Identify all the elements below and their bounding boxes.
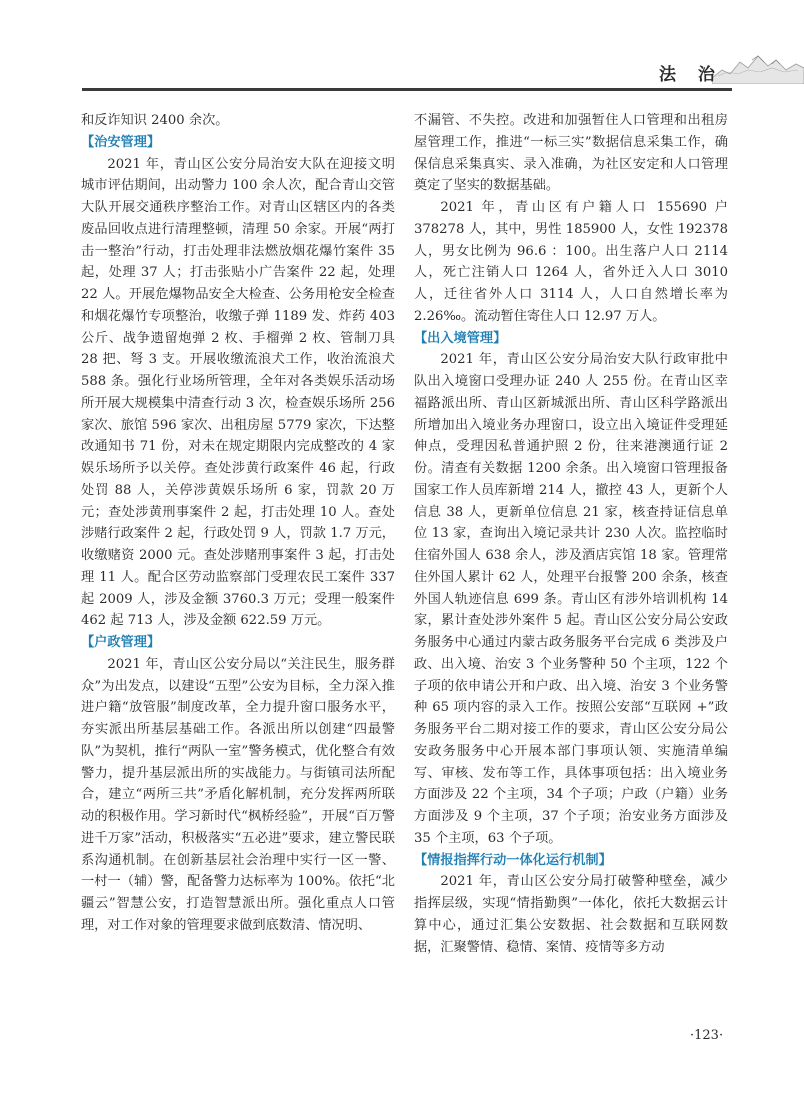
- page-header: [0, 0, 804, 110]
- section-heading-public-security: 【治安管理】: [81, 134, 161, 150]
- mountain-landscape-icon: [712, 44, 804, 84]
- paragraph: 2021 年，青山区公安分局治安大队行政审批中队出入境窗口受理办证 240 人 255 份。在青山区幸福路派出所、青山区新城派出所、青山区科学路派出所增加出入境业务办理窗口，设立出入境证件受理延伸点，受理因私普通护照 2 份，往来港澳通行证 2 份。清查有关数据 1200 余条。出入境窗口管理报备国家工作人员库新增 214 人，撤控 43 人，更新个人信息 38 人，更新单位信息 21 家，核查持证信息单位 13 家，查询出入境记录共计 230 人次。监控临时住宿外国人 638 余人，涉及酒店宾馆 18 家。管理常住外国人累计 62 人，处理平台报警 200 余条，核查外国人轨迹信息 699 条。青山区有涉外培训机构 14 家，累计查处涉外案件 5 起。青山区公安分局公安政务服务中心通过内蒙古政务服务平台完成 6 类涉及户政、出入境、治安 3 个业务警种 50 个主项，122 个子项的依申请公开和户政、出入境、治安 3 个业务警种 65 项内容的录入工作。按照公安部“互联网 +”政务服务平台二期对接工作的要求，青山区公安分局公安政务服务中心开展本部门事项认领、实施清单编写、审核、发布等工作，具体事项包括：出入境业务方面涉及 22 个主项，34 个子项；户政（户籍）业务方面涉及 9 个主项，37 个子项；治安业务方面涉及 35 个主项，63 个子项。: [414, 352, 728, 846]
- section-heading-entry-exit: 【出入境管理】: [414, 330, 507, 346]
- chapter-title: 法 治: [659, 65, 723, 85]
- paragraph: 2021 年，青山区公安分局以“关注民生，服务群众”为出发点，以建设“五型”公安为目标，全力深入推进户籍“放管服”制度改革，全力提升窗口服务水平，夯实派出所基层基础工作。各派出所以创建“四最警队”为契机，推行“两队一室”警务模式，优化整合有效警力，提升基层派出所的实战能力。与街镇司法所配合，建立“两所三共”矛盾化解机制，充分发挥两所联动的积极作用。学习新时代“枫桥经验”，开展“百万警进千万家”活动，积极落实“五必进”要求，建立警民联系沟通机制。在创新基层社会治理中实行一区一警、一村一（辅）警，配备警力达标率为 100%。依托“北疆云”智慧公安，打造智慧派出所。强化重点人口管理，对工作对象的管理要求做到底数清、情况明、: [81, 656, 395, 933]
- paragraph: 2021 年，青山区有户籍人口 155690 户 378278 人，其中，男性 185900 人，女性 192378 人，男女比例为 96.6 ：100。出生落户人口 2114 人，死亡注销人口 1264 人，省外迁入人口 3010 人，迁往省外人口 3114 人，人口自然增长率为 2.26‰。流动暂住寄住人口 12.97 万人。: [414, 200, 728, 324]
- section-heading-intelligence-command: 【情报指挥行动一体化运行机制】: [414, 852, 612, 868]
- section-heading-household-registration: 【户政管理】: [81, 635, 161, 650]
- page-number: ·123·: [690, 1028, 724, 1043]
- left-column: [81, 110, 395, 937]
- paragraph: 2021 年，青山区公安分局打破警种壁垒，减少指挥层级，实现“情指勤舆”一体化，依托大数据云计算中心，通过汇集公安数据、社会数据和互联网数据，汇聚警情、稳情、案情、疫情等多方动: [414, 874, 728, 955]
- paragraph: 和反诈知识 2400 余次。: [81, 113, 229, 128]
- paragraph: 2021 年，青山区公安分局治安大队在迎接文明城市评估期间，出动警力 100 余人次，配合青山交管大队开展交通秩序整治工作。对青山区辖区内的各类废品回收点进行清理整顿，清理 50 余家。开展“两打击一整治”行动，打击处理非法燃放烟花爆竹案件 35 起，处理 37 人；打击张贴小广告案件 22 起，处理 22 人。开展危爆物品安全大检查、公务用枪安全检查和烟花爆竹专项整治，收缴子弹 1189 发、炸药 403 公斤、战争遗留炮弹 2 枚、手榴弹 2 枚、管制刀具 28 把、弩 3 支。开展收缴流浪犬工作，收治流浪犬 588 条。强化行业场所管理，全年对各类娱乐活动场所开展大规模集中清查行动 3 次，检查娱乐场所 256 家次、旅馆 596 家次、出租房屋 5779 家次，下达整改通知书 71 份，对未在规定期限内完成整改的 4 家娱乐场所予以关停。查处涉黄行政案件 46 起，行政处罚 88 人，关停涉黄娱乐场所 6 家，罚款 20 万元；查处涉黄刑事案件 2 起，打击处理 10 人。查处涉赌行政案件 2 起，行政处罚 9 人，罚款 1.7 万元，收缴赌资 2000 元。查处涉赌刑事案件 3 起，打击处理 11 人。配合区劳动监察部门受理农民工案件 337 起 2009 人，涉及金额 3760.3 万元；受理一般案件 462 起 713 人，涉及金额 622.59 万元。: [81, 156, 395, 629]
- paragraph: 不漏管、不失控。改进和加强暂住人口管理和出租房屋管理工作，推进“一标三实”数据信息采集工作，确保信息采集真实、录入准确，为社区安定和人口管理奠定了坚实的数据基础。: [414, 113, 728, 194]
- header-rule: [82, 88, 732, 91]
- right-column: [414, 110, 728, 958]
